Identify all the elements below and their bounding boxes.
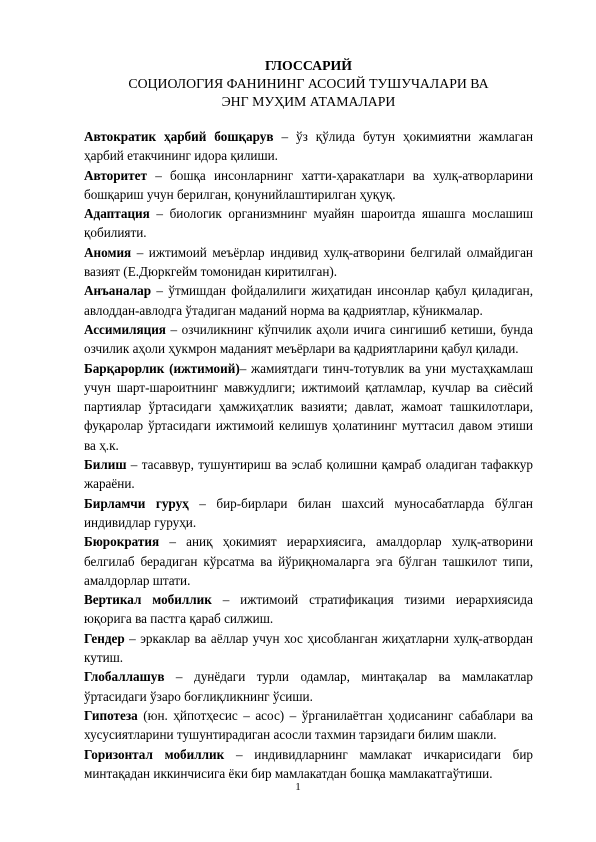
entry-term: Аномия [84,244,132,260]
entry-term: Авторитет [84,167,147,183]
glossary-entry [84,359,533,455]
glossary-entry [84,590,533,629]
entry-definition: – бошқа инсонларнинг хатти-ҳаракатлари ва хулқ-атворларини бошқариш учун берилган, қонунийлаштирилган ҳуқуқ. [84,167,533,202]
entry-term: Ассимиляция [84,321,166,337]
glossary-entry [84,629,533,668]
entry-term: Гипотеза [84,707,138,723]
glossary-entry [84,204,533,243]
entry-definition: – аниқ ҳокимият иерархиясига, амалдорлар хулқ-атворини белгилаб берадиган кўрсатма ва йўриқномаларга эга бўлган ташкилот типи, амалдорлар штати. [84,534,533,588]
glossary-entry [84,281,533,320]
glossary-entry [84,667,533,706]
glossary-entry [84,243,533,282]
entry-term: Вертикал мобиллик [84,592,212,608]
entry-term: Билиш [84,457,127,473]
entry-definition: – ўз қўлида бутун ҳокимиятни жамлаган ҳарбий етакчининг идора қилиши. [84,129,533,164]
entry-term: Бирламчи гуруҳ [84,495,189,511]
heading-title: ГЛОССАРИЙ [265,58,352,73]
glossary-entry [84,455,533,494]
entry-definition: – ўтмишдан фойдалилиги жиҳатидан инсонлар қабул қиладиган, авлоддан-авлодга ўтадиган маданий норма ва қадриятлар, кўникмалар. [84,283,533,318]
entry-definition: – озчиликнинг кўпчилик аҳоли ичига сингишиб кетиши, бунда озчилик аҳоли ҳукмрон маданият меъёрлари ва қадриятларини қабул қилади. [84,321,533,357]
glossary-entry [84,166,533,205]
entry-term: Автократик ҳарбий бошқарув [84,129,274,144]
entry-definition: – дунёдаги турли одамлар, минтақалар ва мамлакатлар ўртасидаги ўзаро боғлиқликнинг ўсиши. [84,669,533,704]
entry-definition: – биологик организмнинг муайян шароитда яшашга мослашиш қобилияти. [84,206,533,241]
entry-term: Адаптация [84,206,150,222]
entry-definition: – эркаклар ва аёллар учун хос ҳисобланган жиҳатларни хулқ-атвордан кутиш. [84,630,533,666]
heading-subtitle-line-1: СОЦИОЛОГИЯ ФАНИНИНГ АСОСИЙ ТУШУЧАЛАРИ ВА [128,76,489,91]
glossary-entries [84,127,533,783]
entry-term: Барқарорлик (ижтимоий) [84,360,240,376]
entry-term: Горизонтал мобиллик [84,746,225,762]
entry-term: Анъаналар [84,283,152,299]
glossary-entry [84,127,533,166]
entry-definition: (юн. ҳйпотҳесис – асос) – ўрганилаётган ҳодисанинг сабаблари ва хусусиятларини тушунтирадиган асосли тахмин тарзидаги билим шакли. [84,707,533,743]
glossary-entry [84,745,533,784]
glossary-entry [84,494,533,533]
entry-definition: – жамиятдаги тинч-тотувлик ва уни мустаҳкамлаш учун шарт-шароитнинг мавжудлиги; ижтимоий қатламлар, кучлар ва сиёсий партиялар ўртасидаги ҳамжиҳатлик вазияти; давлат, жамоат ташкилотлари, фуқаролар ўртасидаги ижтимоий келишув ҳолатининг муттасил давом этиши ва ҳ.к. [84,360,533,453]
entry-definition: – тасаввур, тушунтириш ва эслаб қолишни қамраб оладиган тафаккур жараёни. [84,457,533,492]
entry-definition: – ижтимоий стратификация тизими иерархиясида юқорига ва пастга қараб силжиш. [84,592,533,627]
page-number: 1 [295,781,301,793]
entry-definition: – индивидларнинг мамлакат ичкарисидаги бир минтақадан иккинчисига ёки бир мамлакатдан бошқа мамлакатгаўтиши. [84,746,533,781]
glossary-heading [84,57,533,111]
entry-term: Гендер [84,630,125,646]
entry-definition: – бир-бирлари билан шахсий муносабатларда бўлган индивидлар гуруҳи. [84,495,533,530]
entry-term: Глобаллашув [84,669,165,685]
glossary-entry [84,532,533,590]
entry-term: Бюрократия [84,534,160,550]
entry-definition: – ижтимоий меъёрлар индивид хулқ-атворини белгилай олмайдиган вазият (Е.Дюркгейм томонидан киритилган). [84,244,533,280]
glossary-entry [84,706,533,745]
glossary-entry [84,320,533,359]
heading-subtitle-line-2: ЭНГ МУҲИМ АТАМАЛАРИ [221,94,396,109]
